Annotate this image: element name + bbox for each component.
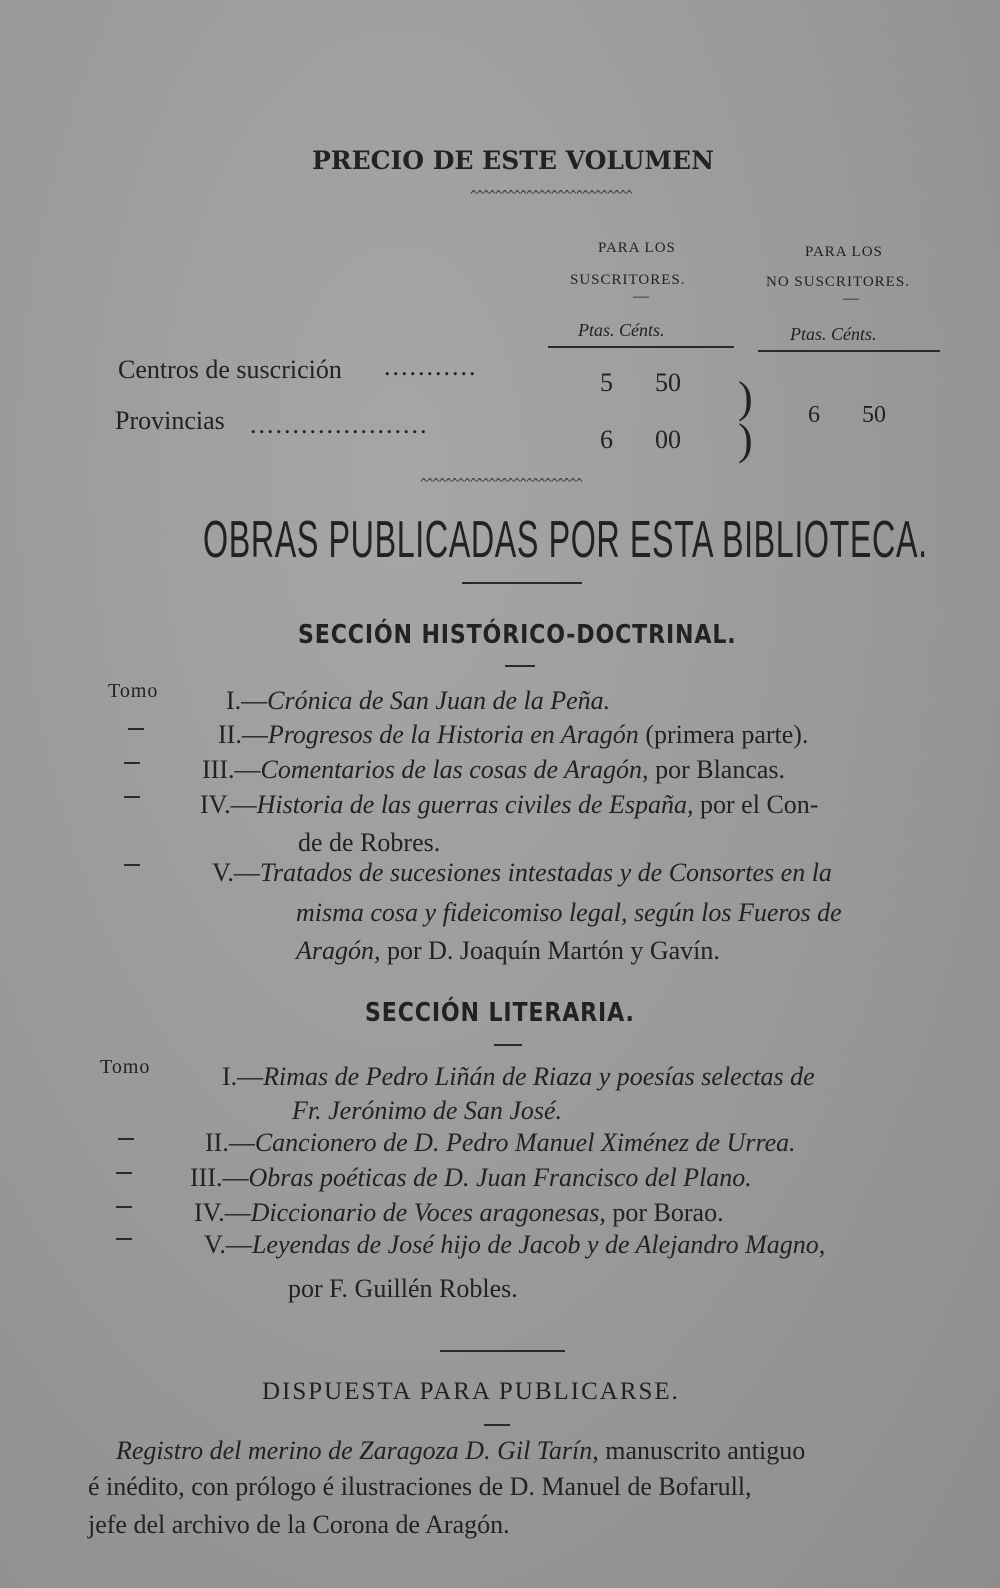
list-dash <box>116 1238 132 1240</box>
price-row-dots: ..................... <box>250 410 429 439</box>
paragraph-line <box>116 1436 805 1466</box>
price-brace: ) <box>738 373 753 422</box>
item-title: Comentarios de las cosas de Aragón, <box>260 755 649 784</box>
col1-header-line1: PARA LOS <box>598 240 676 256</box>
item-title: Cancionero de D. Pedro Manuel Ximénez de Urrea. <box>254 1128 796 1157</box>
list-item <box>226 686 610 716</box>
list-item-continuation: misma cosa y fideicomiso legal, según los Fueros de <box>296 898 842 927</box>
paragraph-line: é inédito, con prólogo é ilustraciones de D. Manuel de Bofarull, <box>88 1472 752 1501</box>
list-item <box>218 720 808 750</box>
item-title: Aragón, <box>296 936 381 965</box>
item-number: I.— <box>222 1062 264 1091</box>
price-brace: ) <box>738 415 753 464</box>
list-dash <box>118 1138 134 1140</box>
item-number: I.— <box>226 686 268 715</box>
item-title: Diccionario de Voces aragonesas, <box>250 1198 606 1227</box>
item-number: III.— <box>202 755 261 784</box>
section-rule <box>484 1424 510 1426</box>
list-item <box>222 1062 815 1092</box>
ornament-wavy-2: ^^^^^^^^^^^^^^^^^^^^^^^^^^ <box>420 476 582 490</box>
price-title: PRECIO DE ESTE VOLUMEN <box>312 146 714 175</box>
item-rest: por el Con- <box>693 790 819 819</box>
section-title-historico: SECCIÓN HISTÓRICO-DOCTRINAL. <box>298 620 737 650</box>
units-rule-2 <box>758 350 940 352</box>
paragraph-line: jefe del archivo de la Corona de Aragón. <box>88 1510 510 1539</box>
divider-rule <box>440 1350 565 1352</box>
list-item <box>202 755 785 785</box>
item-title: Obras poéticas de D. Juan Francisco del Plano. <box>248 1163 752 1192</box>
item-rest: por Borao. <box>605 1198 724 1227</box>
item-number: IV.— <box>200 790 257 819</box>
price-row-ptas: 6 <box>600 425 613 454</box>
price-row-label: Centros de suscrición <box>118 355 342 384</box>
item-title: Progresos de la Historia en Aragón <box>267 720 639 749</box>
list-item <box>200 790 818 820</box>
list-item <box>190 1163 752 1193</box>
list-dash <box>116 1206 132 1208</box>
list-item-continuation: de de Robres. <box>298 828 441 857</box>
price-row-dots: ........... <box>384 352 478 381</box>
item-title: Crónica de San Juan de la Peña. <box>267 686 611 715</box>
item-title: Rimas de Pedro Liñán de Riaza y poesías selectas de <box>263 1062 815 1091</box>
col2-header-dash: — <box>843 290 859 307</box>
ornament-wavy-1: ^^^^^^^^^^^^^^^^^^^^^^^^^^ <box>470 188 632 202</box>
price-row-cents: 50 <box>655 368 681 397</box>
item-title: Tratados de sucesiones intestadas y de Consortes en la <box>259 858 832 887</box>
registro-rest: manuscrito antiguo <box>598 1436 806 1465</box>
item-number: V.— <box>204 1230 252 1259</box>
section-title-literaria: SECCIÓN LITERARIA. <box>365 998 635 1028</box>
nonsub-cents: 50 <box>862 402 886 428</box>
col1-header-line2: SUSCRITORES. <box>570 272 686 288</box>
tomo-label: Tomo <box>100 1056 151 1078</box>
units-rule-1 <box>548 346 734 348</box>
obras-rule <box>462 582 582 584</box>
section-rule <box>505 665 535 667</box>
item-number: II.— <box>218 720 268 749</box>
item-rest: por Blancas. <box>648 755 786 784</box>
list-item <box>212 858 832 888</box>
price-row-cents: 00 <box>655 425 681 454</box>
col1-header-dash: — <box>633 288 649 305</box>
list-item-continuation: Fr. Jerónimo de San José. <box>292 1096 563 1125</box>
dispuesta-title: DISPUESTA PARA PUBLICARSE. <box>262 1378 680 1405</box>
obras-title: OBRAS PUBLICADAS POR ESTA BIBLIOTECA. <box>203 511 928 569</box>
item-title: Historia de las guerras civiles de España, <box>256 790 694 819</box>
units-label-1: Ptas. Cénts. <box>578 320 665 340</box>
item-number: IV.— <box>194 1198 251 1227</box>
price-row-label: Provincias <box>115 406 225 435</box>
list-item <box>194 1198 724 1228</box>
item-number: III.— <box>190 1163 249 1192</box>
col2-header-line2: NO SUSCRITORES. <box>766 274 910 290</box>
list-dash <box>124 762 140 764</box>
col2-header-line1: PARA LOS <box>805 244 883 260</box>
item-title: Leyendas de José hijo de Jacob y de Alejandro Magno, <box>251 1230 826 1259</box>
nonsub-ptas: 6 <box>808 402 820 428</box>
units-label-2: Ptas. Cénts. <box>790 324 877 344</box>
item-number: II.— <box>205 1128 255 1157</box>
list-item-continuation <box>296 936 720 966</box>
tomo-label: Tomo <box>108 680 159 702</box>
section-rule <box>494 1044 522 1046</box>
price-row-ptas: 5 <box>600 368 613 397</box>
list-dash <box>116 1172 132 1174</box>
list-item <box>204 1230 825 1260</box>
item-rest: (primera parte). <box>638 720 809 749</box>
item-number: V.— <box>212 858 260 887</box>
list-item-continuation: por F. Guillén Robles. <box>288 1274 518 1303</box>
item-rest: por D. Joaquín Martón y Gavín. <box>380 936 720 965</box>
registro-title: Registro del merino de Zaragoza D. Gil Tarín, <box>116 1436 599 1465</box>
list-dash <box>124 864 140 866</box>
list-dash <box>124 796 140 798</box>
list-dash <box>128 728 144 730</box>
list-item <box>205 1128 796 1158</box>
